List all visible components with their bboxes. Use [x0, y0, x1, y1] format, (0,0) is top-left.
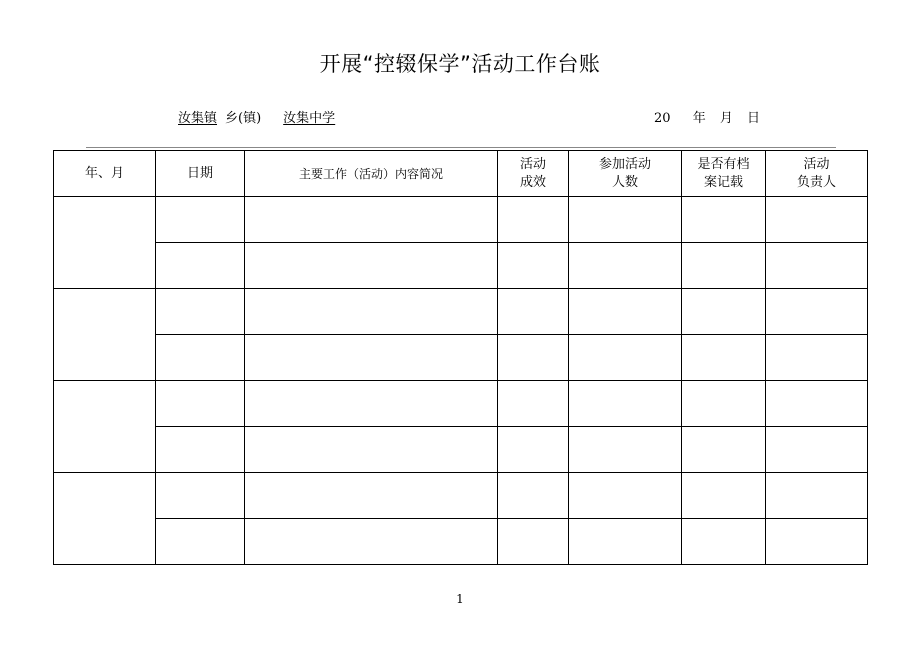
- month-label: 月: [719, 111, 733, 126]
- col-content: 主要工作（活动）内容简况: [245, 151, 498, 197]
- year-month-cell[interactable]: [54, 473, 156, 565]
- table-row: [54, 427, 868, 473]
- content-cell[interactable]: [245, 427, 498, 473]
- archived-cell[interactable]: [682, 335, 766, 381]
- content-cell[interactable]: [245, 335, 498, 381]
- date-cell[interactable]: [156, 197, 245, 243]
- date-cell[interactable]: [156, 289, 245, 335]
- table-row: [54, 197, 868, 243]
- responsible-cell[interactable]: [766, 335, 868, 381]
- archived-cell[interactable]: [682, 473, 766, 519]
- year-month-cell[interactable]: [54, 381, 156, 473]
- year-month-cell[interactable]: [54, 289, 156, 381]
- participants-cell[interactable]: [569, 381, 682, 427]
- effect-cell[interactable]: [498, 473, 569, 519]
- table-row: [54, 381, 868, 427]
- participants-cell[interactable]: [569, 335, 682, 381]
- town-field: [178, 107, 343, 126]
- responsible-cell[interactable]: [766, 197, 868, 243]
- effect-cell[interactable]: [498, 289, 569, 335]
- table-row: [54, 335, 868, 381]
- col-responsible: 活动 负责人: [766, 151, 868, 197]
- year-label: 年: [692, 111, 706, 126]
- year-prefix: 20: [654, 111, 671, 126]
- responsible-cell[interactable]: [766, 427, 868, 473]
- effect-cell[interactable]: [498, 197, 569, 243]
- date-cell[interactable]: [156, 519, 245, 565]
- content-cell[interactable]: [245, 473, 498, 519]
- table-row: [54, 473, 868, 519]
- content-cell[interactable]: [245, 381, 498, 427]
- date-cell[interactable]: [156, 427, 245, 473]
- table-row: [54, 243, 868, 289]
- date-cell[interactable]: [156, 335, 245, 381]
- archived-cell[interactable]: [682, 289, 766, 335]
- content-cell[interactable]: [245, 243, 498, 289]
- participants-cell[interactable]: [569, 289, 682, 335]
- archived-cell[interactable]: [682, 243, 766, 289]
- archived-cell[interactable]: [682, 427, 766, 473]
- content-cell[interactable]: [245, 197, 498, 243]
- participants-cell[interactable]: [569, 197, 682, 243]
- col-year-month: 年、月: [54, 151, 156, 197]
- effect-cell[interactable]: [498, 335, 569, 381]
- effect-cell[interactable]: [498, 381, 569, 427]
- archived-cell[interactable]: [682, 197, 766, 243]
- col-effect: 活动 成效: [498, 151, 569, 197]
- town-suffix: 乡(镇): [225, 111, 262, 126]
- school-value: 汝集中学: [283, 111, 336, 126]
- participants-cell[interactable]: [569, 519, 682, 565]
- responsible-cell[interactable]: [766, 243, 868, 289]
- date-field: [654, 107, 760, 126]
- date-cell[interactable]: [156, 243, 245, 289]
- year-month-cell[interactable]: [54, 197, 156, 289]
- day-label: 日: [747, 111, 761, 126]
- responsible-cell[interactable]: [766, 289, 868, 335]
- effect-cell[interactable]: [498, 519, 569, 565]
- table-row: [54, 519, 868, 565]
- page-number: 1: [456, 592, 464, 606]
- responsible-cell[interactable]: [766, 519, 868, 565]
- date-cell[interactable]: [156, 381, 245, 427]
- responsible-cell[interactable]: [766, 381, 868, 427]
- content-cell[interactable]: [245, 289, 498, 335]
- responsible-cell[interactable]: [766, 473, 868, 519]
- archived-cell[interactable]: [682, 519, 766, 565]
- participants-cell[interactable]: [569, 427, 682, 473]
- participants-cell[interactable]: [569, 243, 682, 289]
- header-rule: [86, 147, 836, 148]
- content-cell[interactable]: [245, 519, 498, 565]
- participants-cell[interactable]: [569, 473, 682, 519]
- archived-cell[interactable]: [682, 381, 766, 427]
- town-value: 汝集镇: [178, 111, 218, 126]
- col-participants: 参加活动 人数: [569, 151, 682, 197]
- table-row: [54, 289, 868, 335]
- effect-cell[interactable]: [498, 243, 569, 289]
- col-date: 日期: [156, 151, 245, 197]
- ledger-table: [53, 150, 868, 565]
- header-row: [54, 151, 868, 197]
- col-archived: 是否有档 案记载: [682, 151, 766, 197]
- effect-cell[interactable]: [498, 427, 569, 473]
- date-cell[interactable]: [156, 473, 245, 519]
- document-title: 开展“控辍保学”活动工作台账: [319, 52, 601, 76]
